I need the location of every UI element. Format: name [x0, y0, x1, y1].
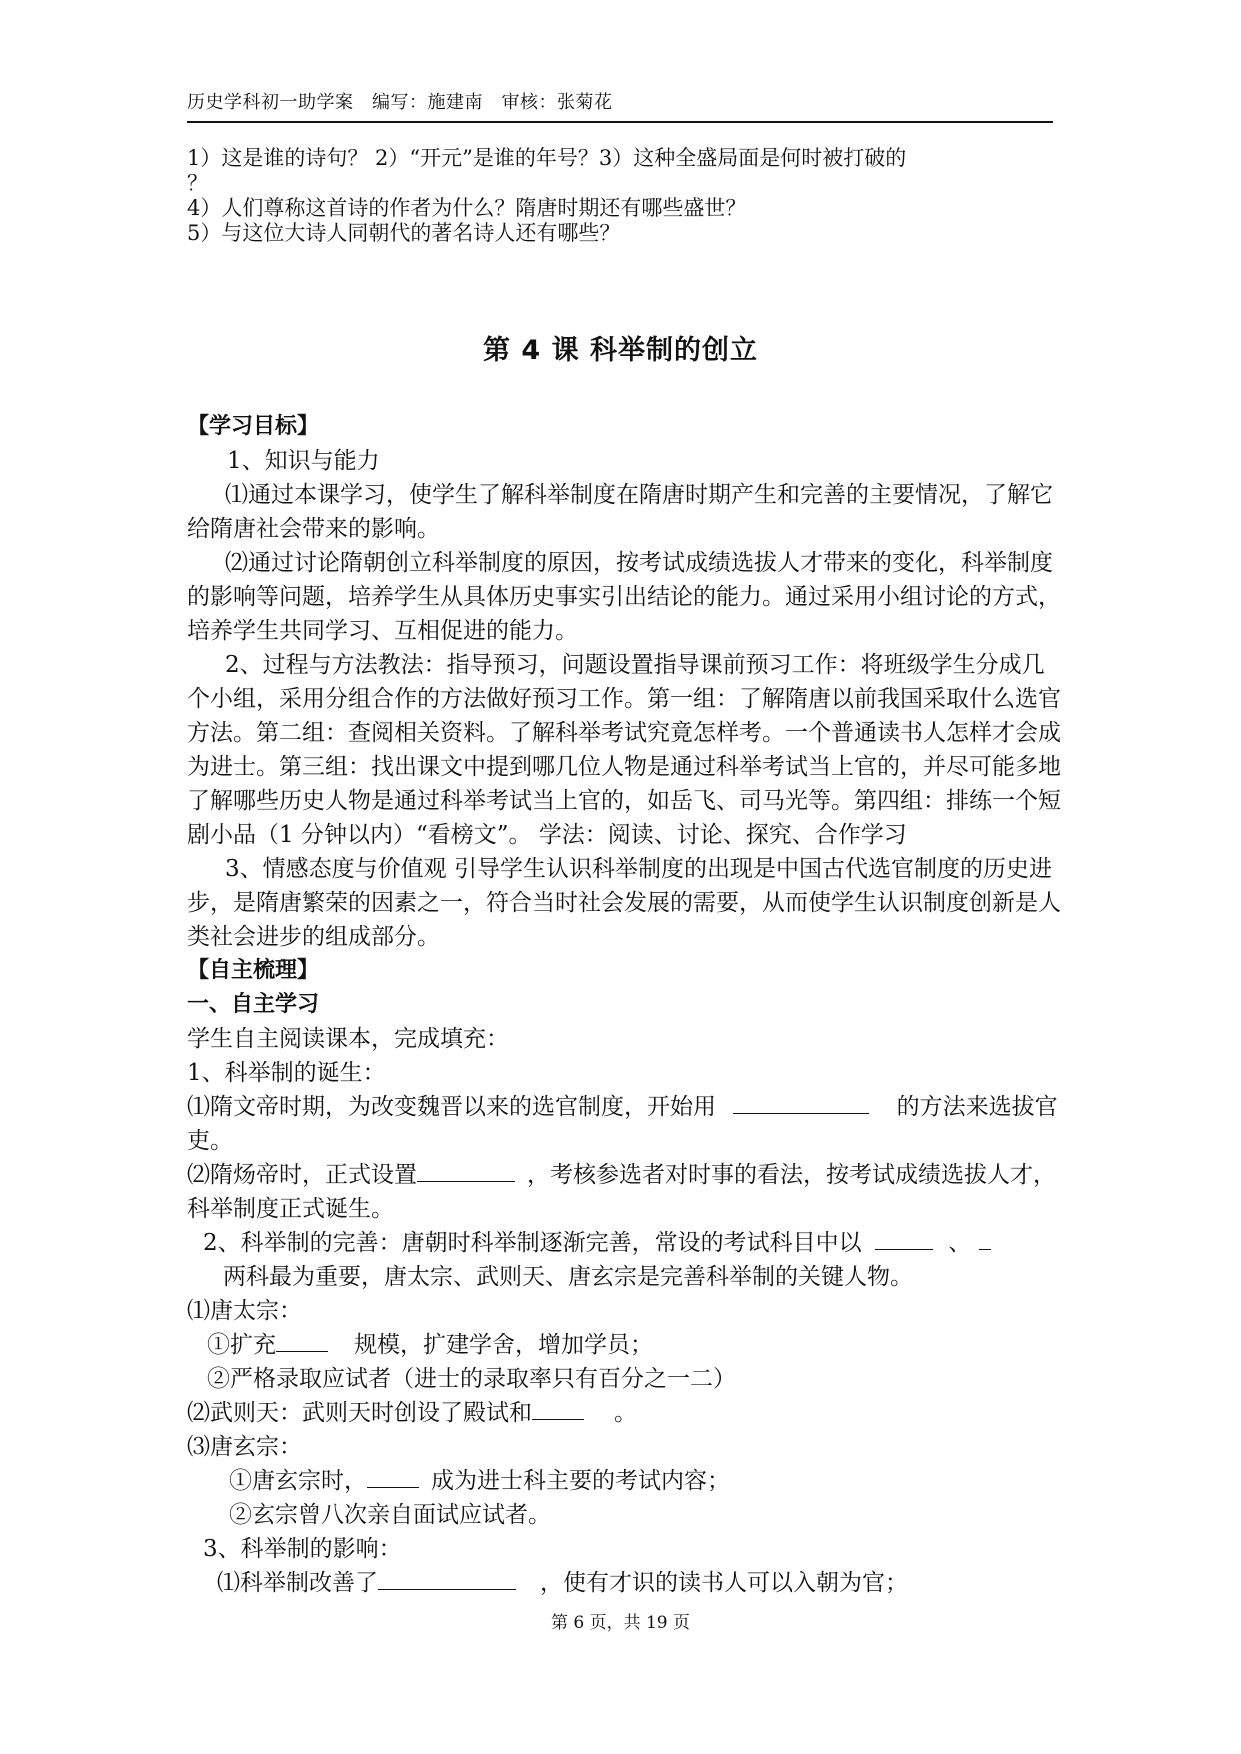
answer-blank[interactable]	[367, 1465, 419, 1488]
question-line: 4）人们尊称这首诗的作者为什么？隋唐时期还有哪些盛世？	[187, 196, 747, 220]
fill-item-taizong-1: ①扩充 规模，扩建学舍，增加学员；	[187, 1328, 1067, 1362]
taizong-item-2: ②严格录取应试者（进士的录取率只有百分之一二）	[207, 1366, 736, 1392]
section-3-title: 3、科举制的影响：	[203, 1536, 402, 1562]
fill-item-xuanzong-1: ①唐玄宗时， 成为进士科主要的考试内容；	[187, 1464, 1067, 1498]
question-line: 1）这是谁的诗句？ 2）“开元”是谁的年号？3）这种全盛局面是何时被打破的	[187, 146, 907, 170]
self-study-intro: 学生自主阅读课本，完成填充：	[187, 1026, 509, 1052]
answer-blank[interactable]	[979, 1227, 991, 1250]
lesson-title: 第 4 课 科举制的创立	[483, 335, 758, 366]
lesson-content	[187, 410, 1067, 1600]
perfection-continued: 两科最为重要，唐太宗、武则天、唐玄宗是完善科举制的关键人物。	[223, 1264, 913, 1290]
taizong-title: ⑴唐太宗：	[187, 1298, 302, 1324]
xuanzong-item-2: ②玄宗曾八次亲自面试应试者。	[229, 1502, 551, 1528]
knowledge-title: 1、知识与能力	[227, 448, 380, 474]
knowledge-item-1: ⑴通过本课学习，使学生了解科举制度在隋唐时期产生和完善的主要情况，了解它给隋唐社会带来的影响。	[187, 482, 1053, 542]
fill-item-influence-1: ⑴科举制改善了 ，使有才识的读书人可以入朝为官；	[187, 1566, 1067, 1600]
answer-blank[interactable]	[276, 1329, 328, 1352]
answer-blank[interactable]	[733, 1091, 869, 1114]
knowledge-item-2: ⑵通过讨论隋朝创立科举制度的原因，按考试成绩选拔人才带来的变化，科举制度的影响等问题，培养学生从具体历史事实引出结论的能力。通过采用小组讨论的方式，培养学生共同学习、互相促进的能力。	[187, 550, 1061, 644]
method-paragraph: 2、过程与方法教法：指导预习，问题设置指导课前预习工作：将班级学生分成几个小组，采用分组合作的方法做好预习工作。第一组：了解隋唐以前我国采取什么选官方法。第二组：查阅相关资料。了解科举考试究竟怎样考。一个普通读书人怎样才会成为进士。第三组：找出课文中提到哪几位人物是通过科举考试当上官的，并尽可能多地了解哪些历史人物是通过科举考试当上官的，如岳飞、司马光等。第四组：排练一个短剧小品（1 分钟以内）“看榜文”。 学法：阅读、讨论、探究、合作学习	[187, 652, 1061, 848]
goals-heading: 【学习目标】	[187, 414, 320, 439]
question-line: 5）与这位大诗人同朝代的著名诗人还有哪些？	[187, 221, 621, 245]
emotion-paragraph: 3、情感态度与价值观 引导学生认识科举制度的出现是中国古代选官制度的历史进步，是隋唐繁荣的因素之一，符合当时社会发展的需要，从而使学生认识制度创新是人类社会进步的组成部分。	[187, 856, 1061, 950]
fill-item-wu-zetian: ⑵武则天：武则天时创设了殿试和 。	[187, 1396, 1067, 1430]
answer-blank[interactable]	[378, 1567, 516, 1590]
fill-item-perfection: 2、科举制的完善：唐朝时科举制逐渐完善，常设的考试科目中以 、	[187, 1226, 1067, 1260]
page-header: 历史学科初一助学案 编写：施建南 审核：张菊花	[187, 88, 1053, 123]
question-line: ？	[187, 171, 208, 195]
fill-item-sui-wendi: ⑴隋文帝时期，为改变魏晋以来的选官制度，开始用 的方法来选拔官吏。	[187, 1090, 1067, 1158]
question-list	[187, 146, 1067, 246]
answer-blank[interactable]	[417, 1159, 515, 1182]
xuanzong-title: ⑶唐玄宗：	[187, 1434, 302, 1460]
self-study-heading: 【自主梳理】	[187, 958, 320, 983]
self-study-subheading: 一、自主学习	[187, 992, 320, 1017]
answer-blank[interactable]	[532, 1397, 584, 1420]
section-1-title: 1、科举制的诞生：	[187, 1060, 386, 1086]
answer-blank[interactable]	[875, 1227, 933, 1250]
page-footer: 第 6 页，共 19 页	[550, 1613, 691, 1633]
fill-item-sui-yangdi: ⑵隋炀帝时，正式设置 ，考核参选者对时事的看法，按考试成绩选拔人才，科举制度正式诞生。	[187, 1158, 1067, 1226]
